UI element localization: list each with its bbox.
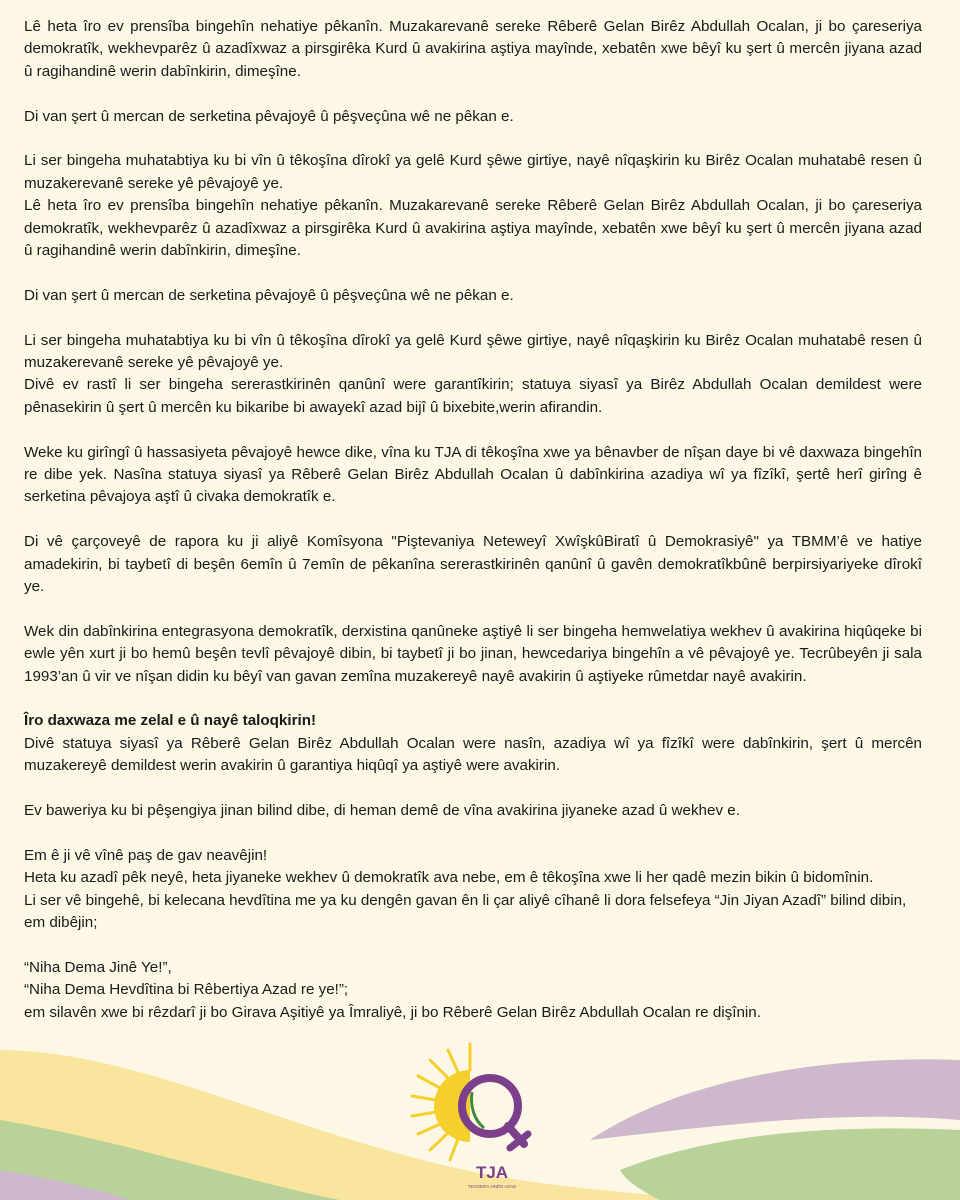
paragraph: Di vê çarçoveyê de rapora ku ji aliyê Komîsyona "Piştevaniya Neteweyî XwîşkûBiratî û Demokrasiyê" ya TBMM’ê ve hatiye amadekirin, bi taybetî di beşên 6emîn û 7emîn de pêkanîna sererastkirinên qanûnî û gavên demokratîkbûnê berpirsiyariyeke dîrokî ye.: [24, 533, 922, 596]
paragraph: Divê statuya siyasî ya Rêberê Gelan Birêz Abdullah Ocalan were nasîn, azadiya wî ya fîzîkî were dabînkirin, şert û mercên muzakereyê demildest werin avakirin û garantiya hiqûqî ya aştiyê were avakirin.: [24, 734, 922, 775]
paragraph: Heta ku azadî pêk neyê, heta jiyaneke wekhev û demokratîk ava nebe, em ê têkoşîna xwe li her qadê mezin bikin û bidomînin.: [24, 869, 874, 887]
paragraph-heading: Îro daxwaza me zelal e û nayê taloqkirin!: [24, 712, 317, 730]
green-wave-right: [620, 1128, 960, 1200]
paragraph: Divê ev rastî li ser bingeha sererastkirinên qanûnî were garantîkirin; statuya siyasî ya Birêz Abdullah Ocalan demildest were pênasekirin û şert û mercên ku bikaribe bi awayekî azad bijî û bixebite,werin afirandin.: [24, 376, 922, 416]
paragraph: “Niha Dema Jinê Ye!”,: [24, 958, 172, 976]
paragraph: Di van şert û mercan de serketina pêvajoyê û pêşveçûna wê ne pêkan e.: [24, 107, 514, 125]
paragraph: Ev baweriya ku bi pêşengiya jinan bilind dibe, di heman demê de vîna avakirina jiyaneke azad û wekhev e.: [24, 802, 740, 820]
paragraph: Wek din dabînkirina entegrasyona demokratîk, derxistina qanûneke aştiyê li ser bingeha hemwelatiya wekhev û avakirina hiqûqeke bi ewle yên xurt ji bo hemû beşên tevlî pêvajoyê dibin, bi taybetî ji bo jinan, hewcedariya bingehîn a vê pêvajoyê ye. Tecrûbeyên ji sala 1993’an û vir ve nîşan didin ku bêyî van gavan zemîna muzakereyê nayê avakirin û aştiyeke rûmetdar nayê avakirin.: [24, 622, 922, 685]
paragraph: Lê heta îro ev prensîba bingehîn nehatiye pêkanîn. Muzakarevanê sereke Rêberê Gelan Birêz Abdullah Ocalan, ji bo çareseriya demokratîk, wekhevparêz û azadîxwaz a pirsgirêka Kurd û avakirina aştiya mayînde, xebatên xwe bêyî ku şert û mercên jiyana azad û ragihandinê werin dabînkirin, dimeşîne.: [24, 18, 922, 80]
logo-tagline: TEVGERA JINÊN AZAD: [467, 1184, 517, 1189]
paragraph: em silavên xwe bi rêzdarî ji bo Girava Aşitiyê ya Îmraliyê, ji bo Rêberê Gelan Birêz Abdullah Ocalan re dişînin.: [24, 1003, 761, 1021]
paragraph: Li ser bingeha muhatabtiya ku bi vîn û têkoşîna dîrokî ya gelê Kurd şêwe girtiye, nayê nîqaşkirin ku Birêz Ocalan muhatabê resen û muzakerevanê sereke yê pêvajoyê ye.: [24, 331, 922, 372]
lavender-wave-right: [590, 1059, 960, 1140]
laurel-icon: [472, 1092, 485, 1128]
paragraph: Li ser vê bingehê, bi kelecana hevdîtina me ya ku dengên gavan ên li çar aliyê cîhanê li dora felsefeya “Jin Jiyan Azadî” bilind dibin, em dibêjin;: [24, 891, 907, 932]
letter-body: [24, 16, 922, 1024]
paragraph: Em ê ji vê vînê paş de gav neavêjin!: [24, 846, 268, 864]
paragraph: “Niha Dema Hevdîtina bi Rêbertiya Azad re ye!”;: [24, 981, 349, 999]
logo-name: TJA: [475, 1163, 509, 1182]
paragraph: Lê heta îro ev prensîba bingehîn nehatiye pêkanîn. Muzakarevanê sereke Rêberê Gelan Birêz Abdullah Ocalan, ji bo çareseriya demokratîk, wekhevparêz û azadîxwaz a pirsgirêka Kurd û avakirina aştiya mayînde, xebatên xwe bêyî ku şert û mercên jiyana azad û ragihandinê werin dabînkirin, dimeşîne.: [24, 197, 922, 260]
paragraph: Weke ku girîngî û hassasiyeta pêvajoyê hewce dike, vîna ku TJA di têkoşîna xwe ya bênavber de nîşan daye bi vê daxwaza bingehîn re dibe yek. Nasîna statuya siyasî ya Rêberê Gelan Birêz Abdullah Ocalan û dabînkirina azadiya wî ya fîzîkî, şertê herî girîng ê serketina pêvajoya aştî û civaka demokratîk e.: [24, 443, 922, 506]
paragraph: Li ser bingeha muhatabtiya ku bi vîn û têkoşîna dîrokî ya gelê Kurd şêwe girtiye, nayê nîqaşkirin ku Birêz Ocalan muhatabê resen û muzakerevanê sereke yê pêvajoyê ye.: [24, 152, 922, 192]
paragraph: Di van şert û mercan de serketina pêvajoyê û pêşveçûna wê ne pêkan e.: [24, 286, 514, 304]
footer-decoration: [0, 1030, 960, 1200]
